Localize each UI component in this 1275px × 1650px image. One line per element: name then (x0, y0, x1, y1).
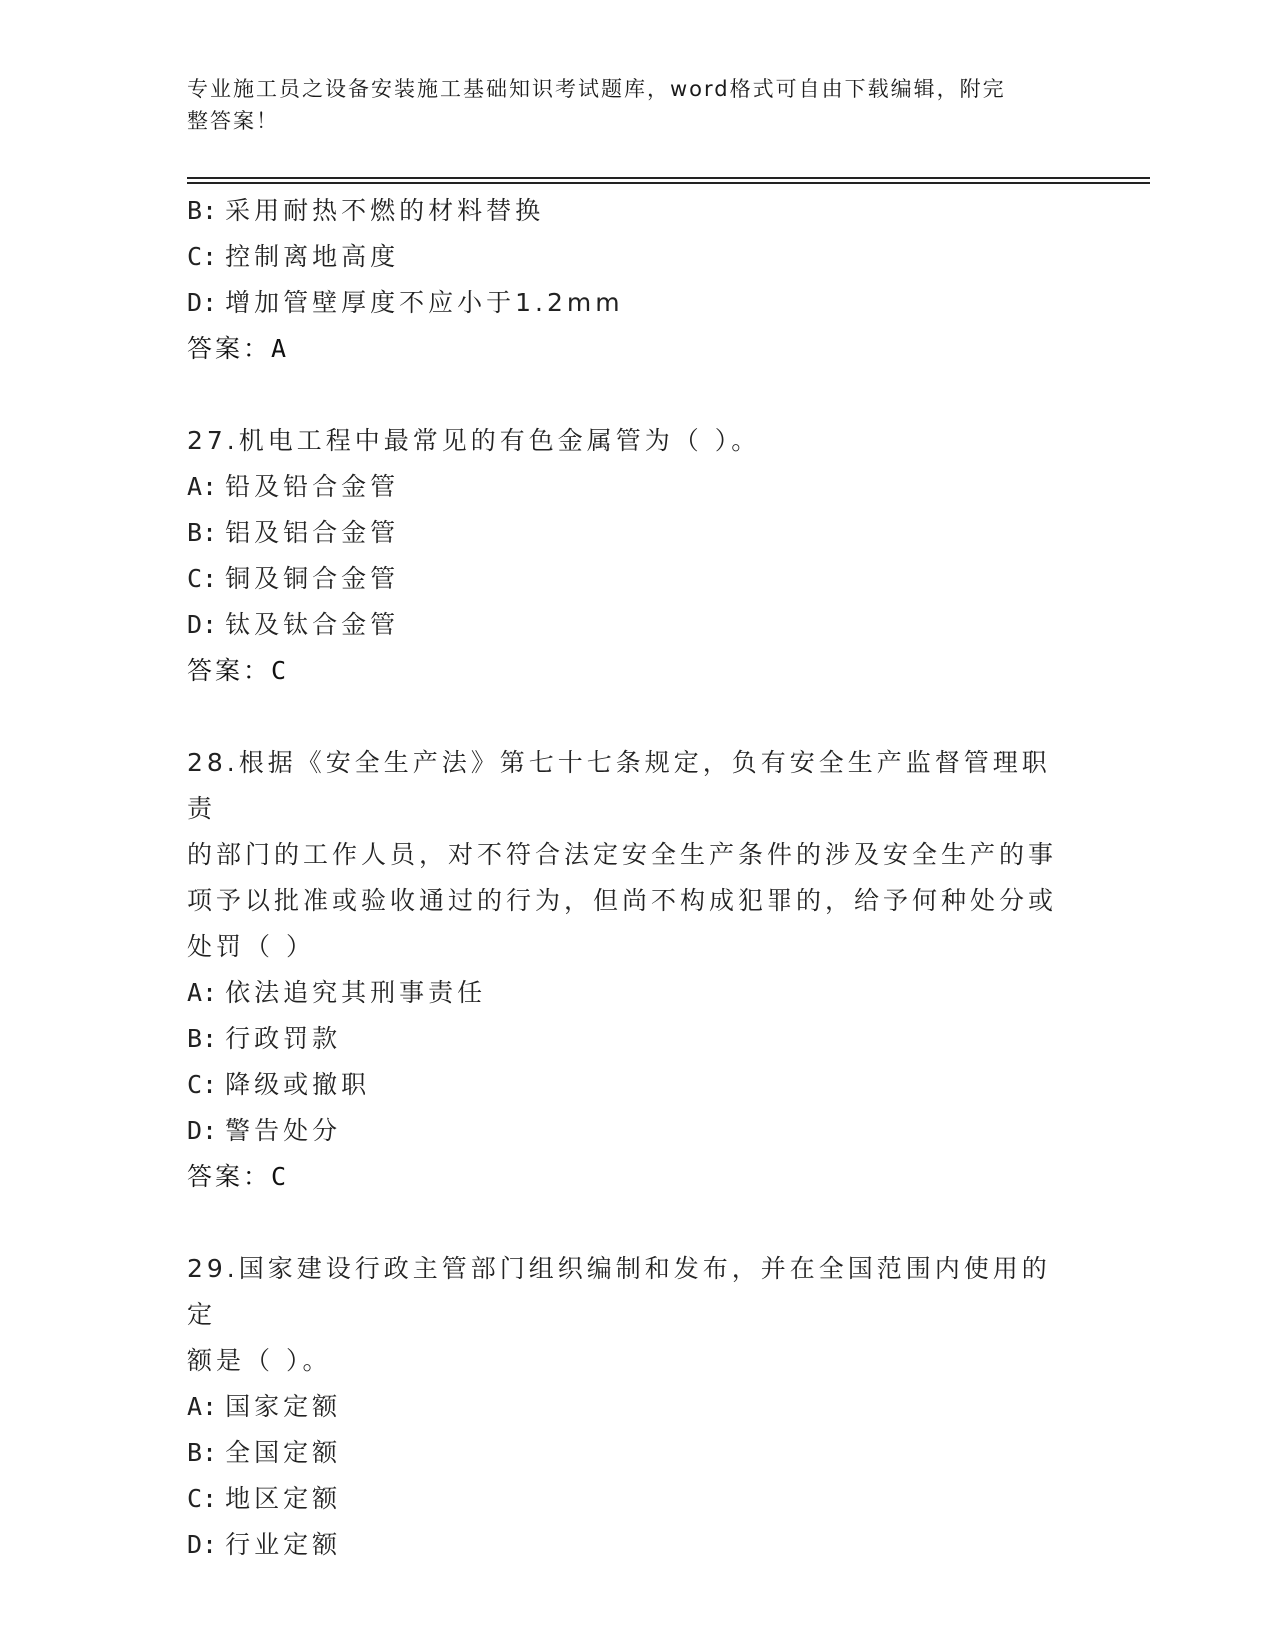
option-text: 控制离地高度 (225, 242, 400, 271)
answer-value: A (271, 334, 287, 363)
header-text-line-1: 专业施工员之设备安装施工基础知识考试题库，word格式可自由下载编辑，附完 (187, 77, 1006, 101)
option-text: 铝及铝合金管 (225, 518, 400, 547)
option-text: 依法追究其刑事责任 (225, 978, 487, 1007)
option-key: C: (187, 564, 218, 593)
option-text: 全国定额 (225, 1438, 342, 1467)
option-text: 铜及铜合金管 (225, 564, 400, 593)
document-body (187, 188, 1087, 1568)
stem-line: 的部门的工作人员，对不符合法定安全生产条件的涉及安全生产的事 (187, 840, 1058, 869)
stem-line: 29.国家建设行政主管部门组织编制和发布，并在全国范围内使用的定 (187, 1254, 1051, 1329)
header-divider-top (187, 177, 1150, 179)
question-27 (187, 418, 1087, 694)
option-b (187, 1430, 1087, 1476)
option-b (187, 1016, 1087, 1062)
option-key: A: (187, 1392, 218, 1421)
option-c (187, 1476, 1087, 1522)
option-text: 降级或撤职 (225, 1070, 371, 1099)
option-c (187, 1062, 1087, 1108)
option-a (187, 1384, 1087, 1430)
option-key: B: (187, 1024, 218, 1053)
option-text: 国家定额 (225, 1392, 342, 1421)
option-text: 钛及钛合金管 (225, 610, 400, 639)
option-text: 增加管壁厚度不应小于1.2mm (225, 288, 624, 317)
question-26-continued (187, 188, 1087, 372)
option-text: 铅及铅合金管 (225, 472, 400, 501)
option-d (187, 280, 1087, 326)
option-key: D: (187, 610, 218, 639)
header-text-line-2: 整答案！ (187, 109, 279, 133)
answer-label: 答案： (187, 656, 272, 685)
option-key: B: (187, 196, 218, 225)
question-stem (187, 740, 1077, 970)
option-c (187, 234, 1087, 280)
option-key: B: (187, 518, 218, 547)
answer-line (187, 1154, 1087, 1200)
option-b (187, 188, 1087, 234)
stem-line: 额是（ ）。 (187, 1346, 332, 1375)
header-divider-bottom (187, 182, 1150, 184)
spacer (187, 372, 1087, 418)
question-stem (187, 1246, 1077, 1384)
option-key: C: (187, 1070, 218, 1099)
option-d (187, 602, 1087, 648)
option-key: B: (187, 1438, 218, 1467)
spacer (187, 1200, 1087, 1246)
option-text: 地区定额 (225, 1484, 342, 1513)
option-c (187, 556, 1087, 602)
option-text: 行政罚款 (225, 1024, 342, 1053)
question-29 (187, 1246, 1087, 1568)
option-key: D: (187, 1116, 218, 1145)
option-key: C: (187, 242, 218, 271)
answer-value: C (271, 656, 287, 685)
option-text: 警告处分 (225, 1116, 342, 1145)
question-stem (187, 418, 1077, 464)
answer-value: C (271, 1162, 287, 1191)
spacer (187, 694, 1087, 740)
answer-label: 答案： (187, 334, 272, 363)
answer-line (187, 648, 1087, 694)
option-key: D: (187, 1530, 218, 1559)
stem-line: 处罚（ ） (187, 932, 315, 961)
option-key: D: (187, 288, 218, 317)
answer-label: 答案： (187, 1162, 272, 1191)
stem-line: 28.根据《安全生产法》第七十七条规定，负有安全生产监督管理职责 (187, 748, 1051, 823)
option-text: 采用耐热不燃的材料替换 (225, 196, 545, 225)
option-key: C: (187, 1484, 218, 1513)
option-b (187, 510, 1087, 556)
option-text: 行业定额 (225, 1530, 342, 1559)
stem-line: 27.机电工程中最常见的有色金属管为（ ）。 (187, 426, 761, 455)
document-header (187, 73, 1087, 137)
answer-line (187, 326, 1087, 372)
option-d (187, 1108, 1087, 1154)
option-key: A: (187, 978, 218, 1007)
option-a (187, 464, 1087, 510)
question-28 (187, 740, 1087, 1200)
option-a (187, 970, 1087, 1016)
option-key: A: (187, 472, 218, 501)
option-d (187, 1522, 1087, 1568)
stem-line: 项予以批准或验收通过的行为，但尚不构成犯罪的，给予何种处分或 (187, 886, 1058, 915)
